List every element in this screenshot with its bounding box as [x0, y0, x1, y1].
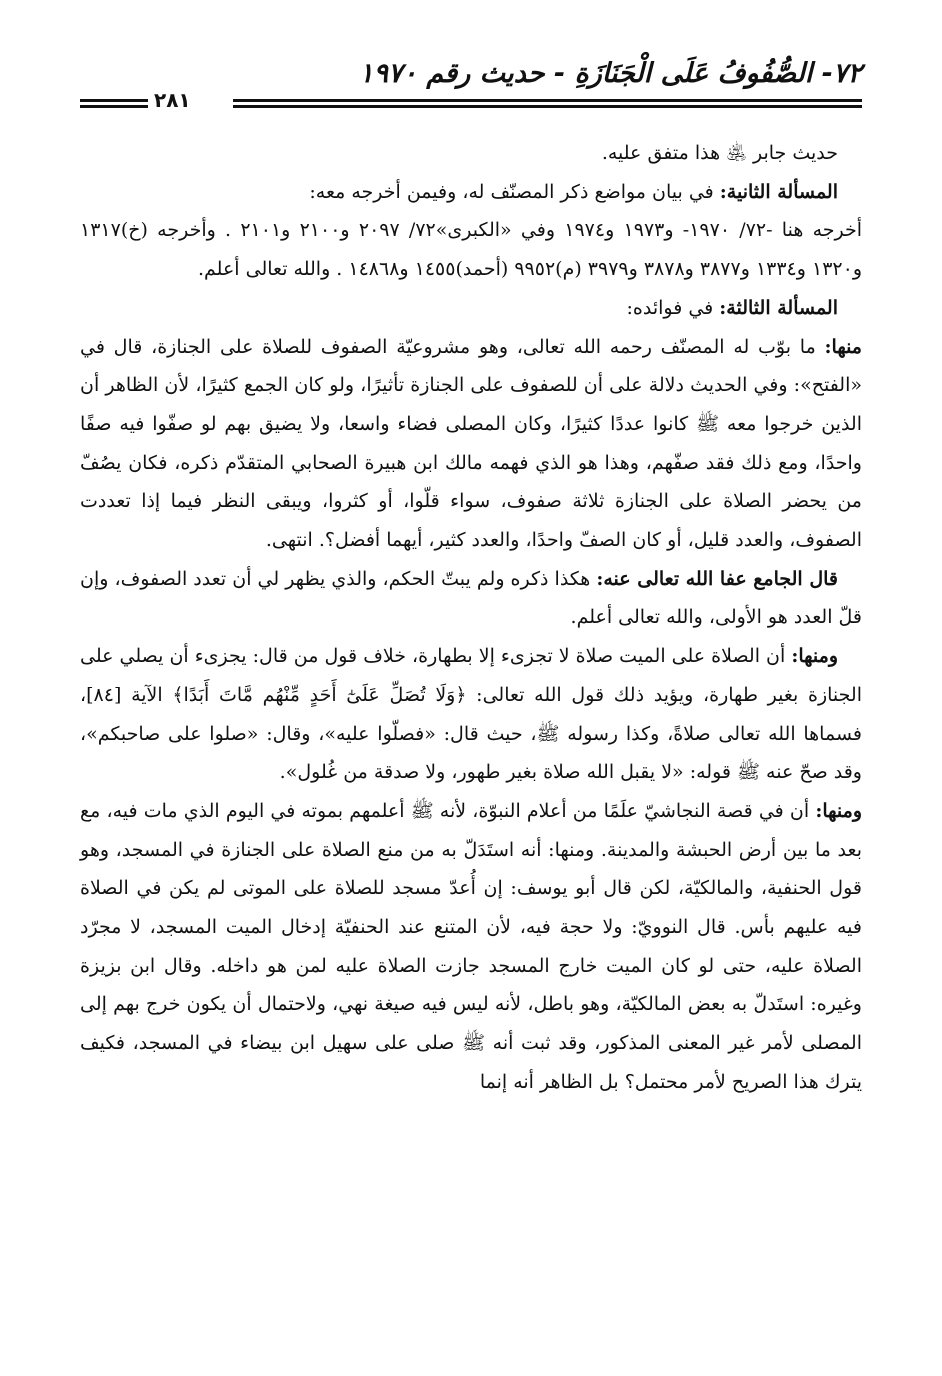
paragraph: [80, 328, 862, 560]
paragraph-text: حديث جابر ﵁ هذا متفق عليه.: [601, 142, 838, 164]
paragraph: [80, 289, 862, 328]
paragraph-text: أخرجه هنا -٧٢/ ١٩٧٠- و١٩٧٣ و١٩٧٤ وفي «الكبرى»٧٢/ ٢٠٩٧ و٢١٠٠ و٢١٠١ . وأخرجه (خ)١٣١٧ و١٣٢٠ و١٣٣٤ و٣٨٧٧ و٣٨٧٨ و٣٩٧٩ (م)٩٩٥٢ (أحمد)١٤٥٥ و١٤٨٦٨ . والله تعالى أعلم.: [80, 219, 863, 281]
paragraph: [80, 173, 862, 212]
paragraph-text: أن في قصة النجاشيّ علَمًا من أعلام النبوّة، لأنه ﷺ أعلمهم بموته في اليوم الذي مات فيه، مع بعد ما بين أرض الحبشة والمدينة. ومنها: أنه استَدَلّ به من منع الصلاة على الجنازة في المسجد، وهو قول الحنفية، والمالكيّة، لكن قال أبو يوسف: إن أُعدّ مسجد للصلاة على الموتى لم يكن في الصلاة فيه عليهم بأس. قال النوويّ: ولا حجة فيه، لأن المتنع عند الحنفيّة إدخال الميت المسجد، لا مجرّد الصلاة عليه، حتى لو كان الميت خارج المسجد جازت الصلاة عليه لمن هو داخله. وقال ابن بزيزة وغيره: استَدلّ به بعض المالكيّة، وهو باطل، لأنه ليس فيه صيغة نهي، ولاحتمال أن يكون خرج بهم إلى المصلى لأمر غير المعنى المذكور، وقد ثبت أنه ﷺ صلى على سهيل ابن بيضاء في المسجد، فكيف يترك هذا الصريح لأمر محتمل؟ بل الظاهر أنه إنما: [80, 799, 862, 1093]
page-header: [80, 58, 862, 112]
paragraph: [80, 792, 862, 1102]
paragraph: [80, 637, 862, 792]
paragraph: [80, 211, 862, 288]
paragraph-label: المسألة الثانية:: [719, 180, 838, 203]
paragraph: [80, 560, 862, 637]
paragraph-text: في بيان مواضع ذكر المصنّف له، وفيمن أخرجه معه:: [309, 180, 720, 203]
paragraph-text: أن الصلاة على الميت صلاة لا تجزىء إلا بطهارة، خلاف قول من قال: يجزىء أن يصلي على الجنازة بغير طهارة، ويؤيد ذلك قول الله تعالى: ﴿وَلَا تُصَلِّ عَلَىٰٓ أَحَدٍ مِّنْهُم مَّاتَ أَبَدًا﴾ الآية [٨٤]، فسماها الله تعالى صلاةً، وكذا رسوله ﷺ، حيث قال: «فصلّوا عليه»، وقال: «صلوا على صاحبكم»، وقد صحّ عنه ﷺ قوله: «لا يقبل الله صلاة بغير طهور، ولا صدقة من غُلول».: [80, 645, 862, 784]
paragraph-label: المسألة الثالثة:: [719, 296, 838, 319]
body-text: [80, 134, 862, 1102]
paragraph-label: ومنها:: [791, 645, 838, 668]
paragraph-label: ومنها:: [815, 799, 862, 822]
paragraph-text: ما بوّب له المصنّف رحمه الله تعالى، وهو مشروعيّة الصفوف للصلاة على الجنازة، قال في «الفتح»: وفي الحديث دلالة على أن للصفوف على الجنازة تأثيرًا، ولو كان الجمع كثيرًا، لأن الظاهر أن الذين خرجوا معه ﷺ كانوا عددًا كثيرًا، وكان المصلى فضاء واسعا، ولا يضيق بهم لو صفّوا فيه صفًا واحدًا، ومع ذلك فقد صفّهم، وهذا هو الذي فهمه مالك ابن هبيرة الصحابي المتقدّم ذكره، فكان يصُفّ من يحضر الصلاة على الجنازة ثلاثة صفوف، سواء قلّوا، أو كثروا، ويبقى النظر فيما إذا تعددت الصفوف، والعدد قليل، أو كان الصفّ واحدًا، والعدد كثير، أيهما أفضل؟. انتهى.: [80, 335, 862, 552]
page-number: ٢٨١: [154, 88, 191, 112]
paragraph: [80, 134, 862, 173]
header-rule-right: [233, 99, 862, 108]
running-title: ٧٢- الصُّفُوفُ عَلَى الْجَنَازَةِ - حديث رقم ١٩٧٠: [358, 58, 862, 89]
paragraph-text: في فوائده:: [626, 296, 720, 319]
paragraph-text: هكذا ذكره ولم يبتّ الحكم، والذي يظهر لي أن تعدد الصفوف، وإن قلّ العدد هو الأولى، والله تعالى أعلم.: [80, 567, 862, 629]
paragraph-label: منها:: [824, 335, 862, 358]
header-rule-left: [80, 99, 148, 108]
paragraph-label: قال الجامع عفا الله تعالى عنه:: [596, 567, 838, 590]
